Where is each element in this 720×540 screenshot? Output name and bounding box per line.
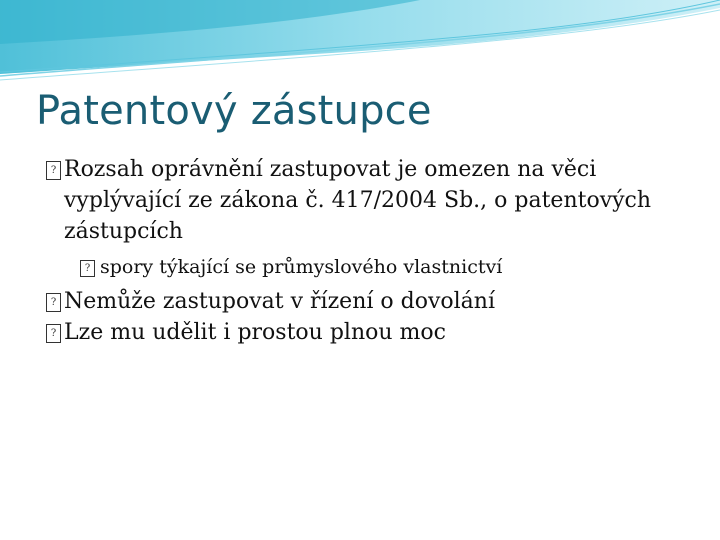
bullet-text: Nemůže zastupovat v řízení o dovolání [64, 289, 495, 314]
bullet-box-icon: ? [46, 293, 61, 312]
bullet-box-icon: ? [46, 324, 61, 343]
bullet-item [46, 154, 686, 247]
header-wave-decoration [0, 0, 720, 90]
sub-bullet-item [80, 253, 686, 282]
bullet-list [46, 154, 686, 348]
sub-bullet-text: spory týkající se průmyslového vlastnictví [100, 256, 503, 278]
bullet-text: Lze mu udělit i prostou plnou moc [64, 320, 446, 345]
slide-title: Patentový zástupce [36, 88, 432, 134]
bullet-text: Rozsah oprávnění zastupovat je omezen na věci vyplývající ze zákona č. 417/2004 Sb., o patentových zástupcích [64, 157, 652, 244]
bullet-item [46, 317, 686, 348]
bullet-box-icon: ? [80, 260, 95, 277]
bullet-item [46, 286, 686, 317]
bullet-box-icon: ? [46, 161, 61, 180]
